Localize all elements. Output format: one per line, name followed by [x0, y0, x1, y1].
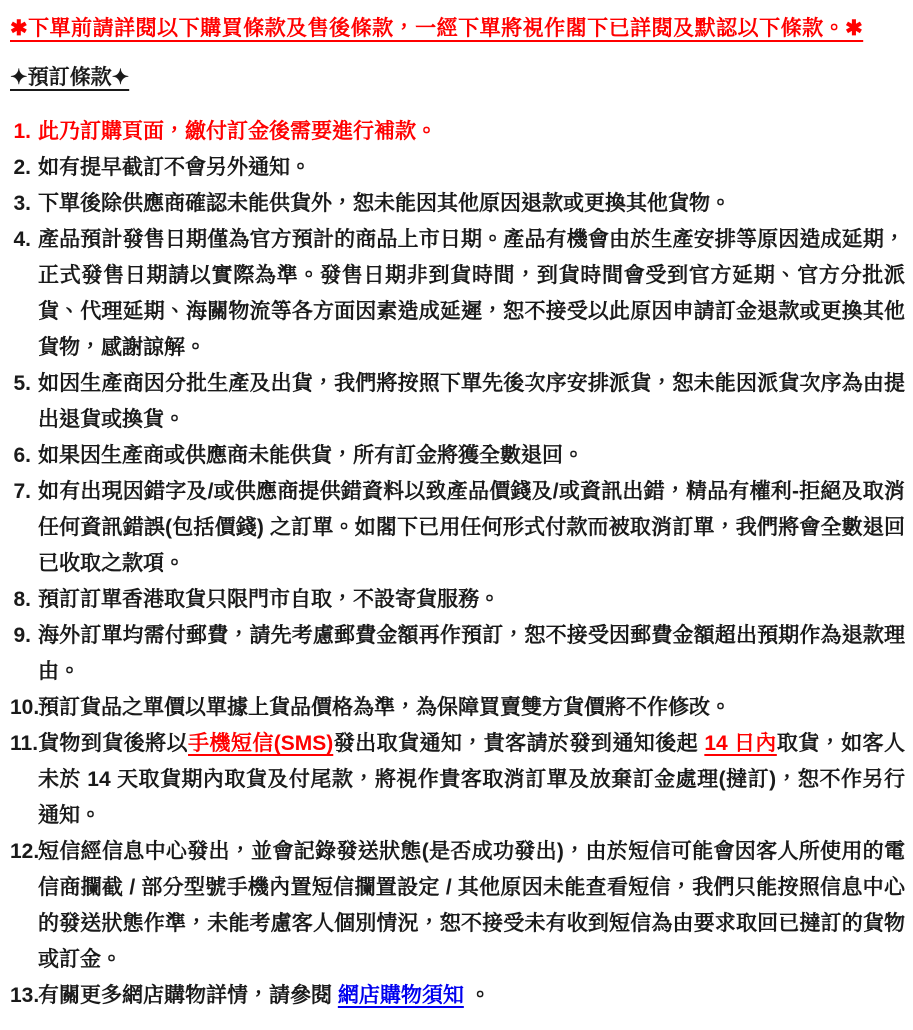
term-text-segment: 如因生產商因分批生產及出貨，我們將按照下單先後次序安排派貨，恕未能因派貨次序為由提出退貨或換貨。 [38, 372, 905, 431]
term-item [10, 186, 907, 222]
pre-order-warning-banner: ✱下單前請詳閱以下購買條款及售後條款，一經下單將視作閣下已詳閱及默認以下條款。✱ [10, 17, 864, 40]
term-number: 9. [13, 624, 31, 647]
term-text-segment: 預訂貨品之單價以單據上貨品價格為準，為保障買賣雙方貨價將不作修改。 [38, 696, 731, 719]
term-text [38, 438, 907, 474]
term-number: 4. [13, 228, 31, 251]
term-text-segment: 此乃訂購頁面，繳付訂金後需要進行補款。 [38, 120, 437, 143]
term-text-segment: 如有提早截訂不會另外通知。 [38, 156, 311, 179]
term-text [38, 582, 907, 618]
term-number: 13. [10, 984, 40, 1007]
term-text [38, 726, 907, 834]
term-text-segment: 如果因生產商或供應商未能供貨，所有訂金將獲全數退回。 [38, 444, 584, 467]
term-text [38, 618, 907, 690]
term-number: 10. [10, 696, 40, 719]
terms-list [8, 114, 907, 1014]
term-text-segment: 如有出現因錯字及/或供應商提供錯資料以致產品價錢及/或資訊出錯，精品有權利-拒絕及取消任何資訊錯誤(包括價錢) 之訂單。如閣下已用任何形式付款而被取消訂單，我們將會全數退回已收取之款項。 [38, 480, 905, 575]
term-text-segment: 短信經信息中心發出，並會記錄發送狀態(是否成功發出)，由於短信可能會因客人所使用的電信商攔截 / 部分型號手機內置短信攔置設定 / 其他原因未能查看短信，我們只能按照信息中心的發送狀態作準，未能考慮客人個別情況，恕不接受未有收到短信為由要求取回已撻訂的貨物或訂金。 [38, 840, 905, 971]
term-item [10, 366, 907, 438]
term-item [10, 150, 907, 186]
term-number: 8. [13, 588, 31, 611]
term-text [38, 690, 907, 726]
term-text-segment: 發出取貨通知，貴客請於發到通知後起 [333, 732, 705, 755]
term-text [38, 222, 907, 366]
term-text-segment: 。 [463, 984, 491, 1007]
term-text [38, 366, 907, 438]
term-text-segment: 有關更多網店購物詳情，請參閱 [38, 984, 338, 1007]
highlight-red-text: 14 日內 [704, 732, 777, 755]
term-item [10, 582, 907, 618]
term-text [38, 186, 907, 222]
highlight-red-text: 手機短信(SMS) [188, 732, 334, 755]
term-item [10, 978, 907, 1014]
term-text-segment: 取貨，如客人未於 14 天取貨期內取貨及付尾款，將視作貴客取消訂單及放棄訂金處理(撻訂)，恕不作另行通知。 [38, 732, 905, 827]
term-text [38, 978, 907, 1014]
term-item [10, 690, 907, 726]
term-item [10, 726, 907, 834]
term-number: 5. [13, 372, 31, 395]
term-item [10, 222, 907, 366]
term-item [10, 474, 907, 582]
shopping-notice-link[interactable]: 網店購物須知 [337, 984, 464, 1007]
term-text [38, 834, 907, 978]
term-number: 11. [10, 732, 39, 755]
term-number: 12. [10, 840, 40, 863]
term-text-segment: 預訂訂單香港取貨只限門市自取，不設寄貨服務。 [38, 588, 500, 611]
term-text-segment: 產品預計發售日期僅為官方預計的商品上市日期。產品有機會由於生產安排等原因造成延期，正式發售日期請以實際為準。發售日期非到貨時間，到貨時間會受到官方延期、官方分批派貨、代理延期、海關物流等各方面因素造成延遲，恕不接受以此原因申請訂金退款或更換其他貨物，感謝諒解。 [38, 228, 905, 359]
term-text-segment: 海外訂單均需付郵費，請先考慮郵費金額再作預訂，恕不接受因郵費金額超出預期作為退款理由。 [38, 624, 905, 683]
term-text [38, 474, 907, 582]
term-text-segment: 貨物到貨後將以 [38, 732, 189, 755]
section-title-pre-order-terms: ✦預訂條款✦ [10, 66, 130, 89]
term-item [10, 834, 907, 978]
term-number: 6. [13, 444, 31, 467]
term-item [10, 618, 907, 690]
term-number: 2. [13, 156, 31, 179]
term-number: 1. [13, 120, 31, 143]
term-item [10, 114, 907, 150]
term-text [38, 114, 907, 150]
term-number: 7. [13, 480, 31, 503]
term-text-segment: 下單後除供應商確認未能供貨外，恕未能因其他原因退款或更換其他貨物。 [38, 192, 731, 215]
term-number: 3. [13, 192, 31, 215]
term-text [38, 150, 907, 186]
term-item [10, 438, 907, 474]
